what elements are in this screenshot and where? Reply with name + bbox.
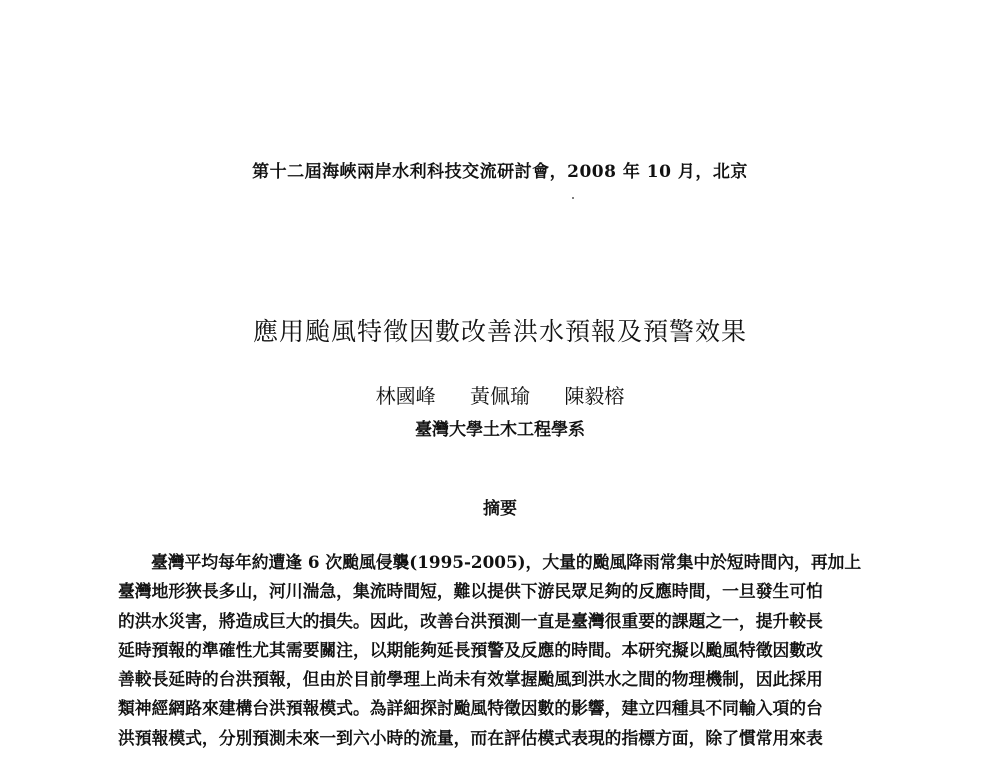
abstract-line: 的洪水災害，將造成巨大的損失。因此，改善台洪預測一直是臺灣很重要的課題之一，提升較長 <box>118 610 823 631</box>
scan-speck <box>572 197 574 199</box>
abstract-heading: 摘要 <box>483 499 517 519</box>
author-list <box>0 380 1000 409</box>
abstract-line: 洪預報模式，分別預測未來一到六小時的流量，而在評估模式表現的指標方面，除了慣常用來表 <box>118 727 823 748</box>
abstract-line: 類神經網路來建構台洪預報模式。為詳細探討颱風特徵因數的影響，建立四種具不同輸入項的台 <box>118 698 823 719</box>
abstract-line: 善較長延時的台洪預報，但由於目前學理上尚未有效掌握颱風到洪水之間的物理機制，因此採用 <box>118 669 823 690</box>
author-2: 黃佩瑜 <box>470 384 530 408</box>
author-1: 林國峰 <box>375 384 436 408</box>
abstract-line: 延時預報的準確性尤其需要關注，以期能夠延長預警及反應的時間。本研究擬以颱風特徵因數改 <box>118 639 823 660</box>
affiliation: 臺灣大學土木工程學系 <box>415 420 585 440</box>
abstract-body <box>118 548 888 753</box>
abstract-line: 臺灣地形狹長多山，河川湍急，集流時間短，難以提供下游民眾足夠的反應時間，一旦發生可怕 <box>118 581 823 602</box>
conference-header: 第十二屆海峽兩岸水利科技交流研討會，2008 年 10 月，北京 <box>252 162 748 182</box>
paper-title: 應用颱風特徵因數改善洪水預報及預警效果 <box>252 317 747 346</box>
abstract-line: 臺灣平均每年約遭逢 6 次颱風侵襲(1995-2005)，大量的颱風降雨常集中於短時間內，再加上 <box>151 552 862 572</box>
author-3: 陳毅榕 <box>564 384 625 408</box>
